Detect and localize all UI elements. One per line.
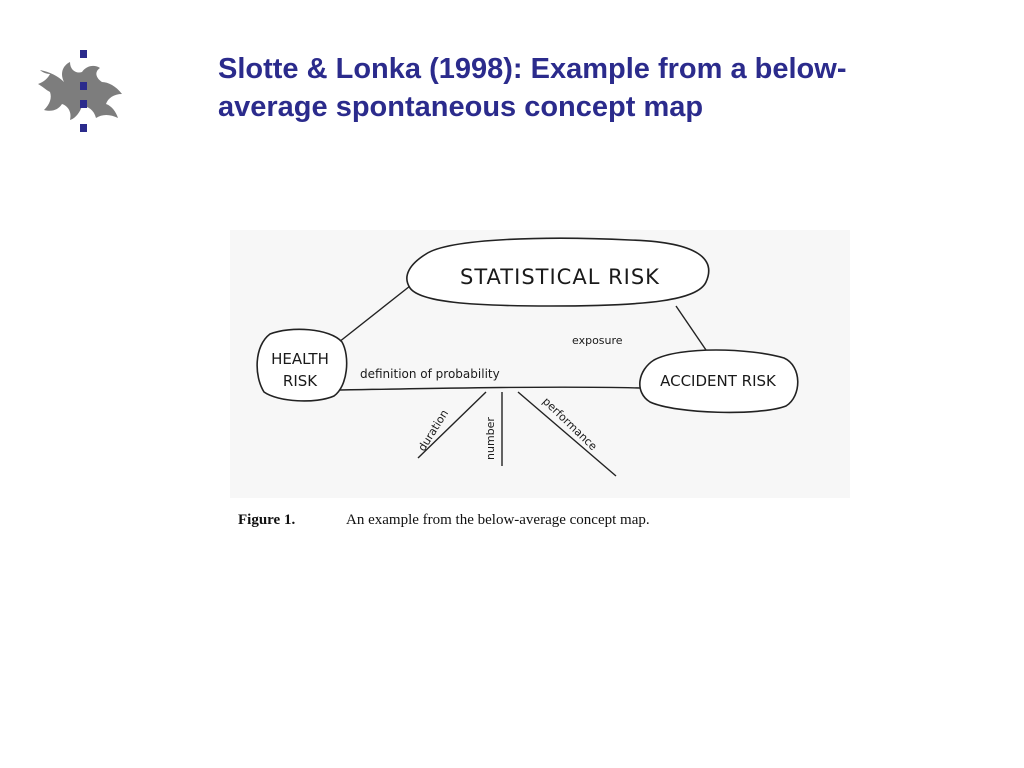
- link-label-duration: duration: [415, 407, 452, 454]
- concept-map-svg: [230, 226, 850, 546]
- slide-title-line-2: average spontaneous concept map: [218, 91, 704, 123]
- link-label-definition-of-probability: definition of probability: [360, 367, 500, 381]
- logo-dot-lower: [80, 100, 87, 108]
- link-label-number: number: [484, 417, 497, 460]
- logo-dot-bottom: [80, 124, 87, 132]
- logo-flame-shape: [38, 62, 122, 120]
- logo-dot-middle: [80, 82, 87, 90]
- node-health-risk-label-line-2: RISK: [282, 372, 318, 390]
- link-label-exposure: exposure: [572, 334, 623, 347]
- node-statistical-risk-label: STATISTICAL RISK: [460, 265, 660, 289]
- slide-title: [218, 50, 978, 126]
- link-label-performance: performance: [539, 394, 600, 454]
- logo-dot-top: [80, 50, 87, 58]
- node-health-risk-label-line-1: HEALTH: [271, 350, 329, 368]
- figure-caption-text: An example from the below-average concept map.: [346, 512, 650, 528]
- slide-title-line-1: Slotte & Lonka (1998): Example from a below-: [218, 53, 847, 85]
- figure-caption-label: Figure 1.: [238, 512, 296, 528]
- concept-map-figure: [230, 226, 850, 546]
- node-accident-risk-label: ACCIDENT RISK: [660, 372, 776, 390]
- university-logo-icon: [36, 48, 128, 138]
